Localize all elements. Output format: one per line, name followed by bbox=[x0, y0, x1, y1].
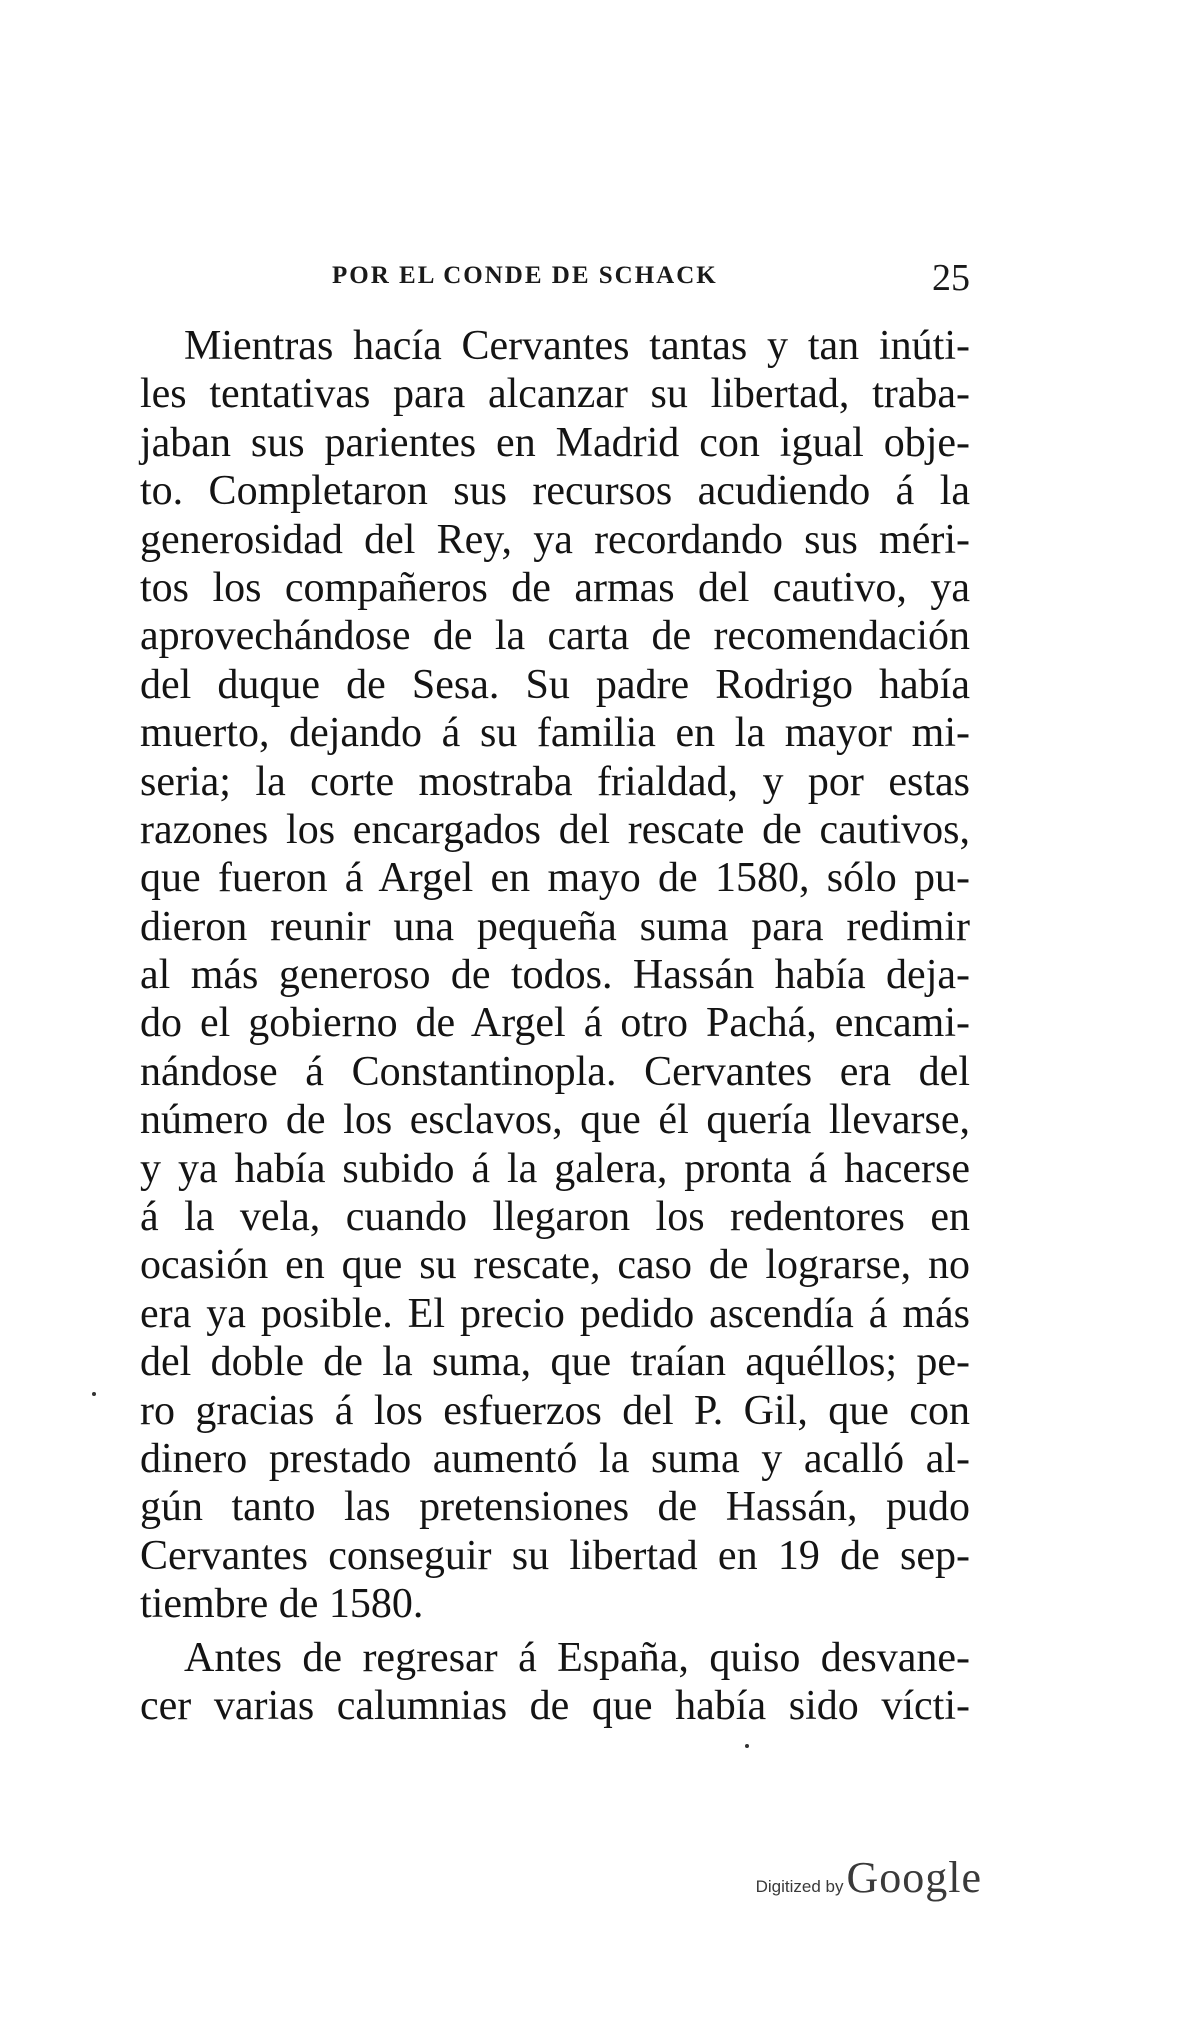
text-line: dieron reunir una pequeña suma para redimir bbox=[140, 903, 970, 950]
text-line: del doble de la suma, que traían aquéllos; pe- bbox=[140, 1339, 970, 1386]
text-line: número de los esclavos, que él quería llevarse, bbox=[140, 1097, 970, 1144]
google-logo: Google bbox=[846, 1853, 982, 1902]
text-line: les tentativas para alcanzar su libertad, traba- bbox=[140, 371, 970, 418]
text-line: Antes de regresar á España, quiso desvane- bbox=[184, 1634, 970, 1681]
text-line: do el gobierno de Argel á otro Pachá, encami- bbox=[140, 1000, 970, 1047]
page-number: 25 bbox=[932, 257, 970, 299]
text-line: razones los encargados del rescate de cautivos, bbox=[140, 806, 970, 853]
text-line: dinero prestado aumentó la suma y acalló al- bbox=[140, 1435, 970, 1482]
text-line: generosidad del Rey, ya recordando sus méri- bbox=[140, 516, 970, 563]
body-text bbox=[140, 322, 970, 1730]
text-line: ro gracias á los esfuerzos del P. Gil, que con bbox=[140, 1387, 970, 1434]
text-line: que fueron á Argel en mayo de 1580, sólo pu- bbox=[140, 855, 970, 902]
digitized-by-google-watermark bbox=[756, 1852, 982, 1912]
text-line: ocasión en que su rescate, caso de lograrse, no bbox=[140, 1242, 970, 1289]
text-line: tiembre de 1580. bbox=[140, 1581, 424, 1628]
text-line: cer varias calumnias de que había sido vícti- bbox=[140, 1682, 970, 1729]
text-line: seria; la corte mostraba frialdad, y por estas bbox=[140, 758, 970, 805]
digitized-by-label: Digitized by bbox=[755, 1877, 844, 1896]
text-line: Mientras hacía Cervantes tantas y tan inúti- bbox=[184, 323, 970, 369]
paragraph bbox=[140, 1634, 970, 1731]
text-line: jaban sus parientes en Madrid con igual obje- bbox=[140, 419, 970, 466]
text-line: y ya había subido á la galera, pronta á hacerse bbox=[140, 1145, 970, 1192]
running-head bbox=[140, 254, 970, 299]
text-line: á la vela, cuando llegaron los redentores en bbox=[140, 1194, 970, 1241]
text-line: muerto, dejando á su familia en la mayor mi- bbox=[140, 710, 970, 757]
text-line: del duque de Sesa. Su padre Rodrigo había bbox=[140, 661, 970, 708]
scan-speck bbox=[745, 1744, 749, 1748]
text-line: al más generoso de todos. Hassán había deja- bbox=[140, 952, 970, 999]
text-line: tos los compañeros de armas del cautivo, ya bbox=[140, 564, 970, 611]
running-title: POR EL CONDE DE SCHACK bbox=[332, 262, 718, 289]
text-line: aprovechándose de la carta de recomendación bbox=[140, 613, 970, 660]
text-line: gún tanto las pretensiones de Hassán, pudo bbox=[140, 1484, 970, 1531]
text-line: era ya posible. El precio pedido ascendía á más bbox=[140, 1290, 970, 1337]
text-line: nándose á Constantinopla. Cervantes era del bbox=[140, 1048, 970, 1095]
text-line: to. Completaron sus recursos acudiendo á la bbox=[140, 468, 970, 515]
paragraph bbox=[140, 322, 970, 1629]
text-line: Cervantes conseguir su libertad en 19 de sep- bbox=[140, 1532, 970, 1579]
scan-speck bbox=[92, 1392, 96, 1396]
